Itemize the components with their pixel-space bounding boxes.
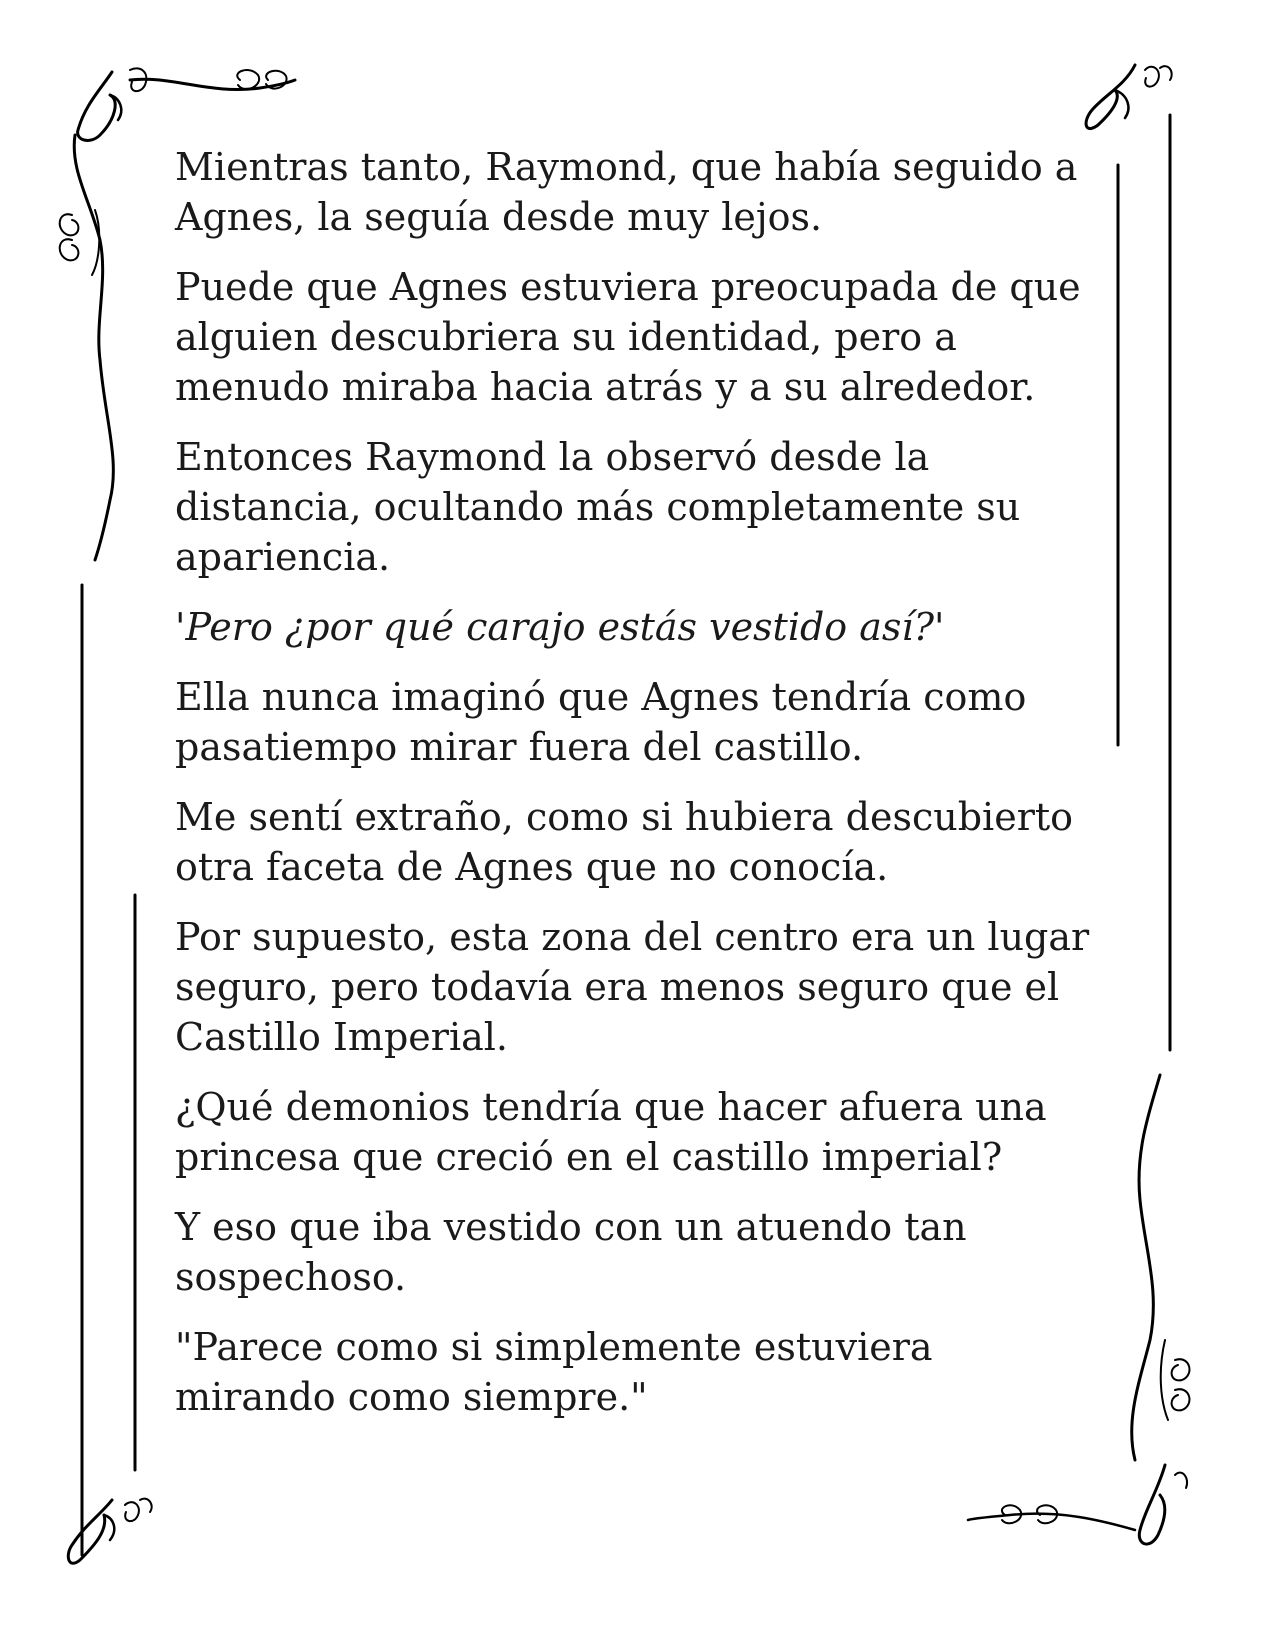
paragraph: Ella nunca imaginó que Agnes tendría como pasatiempo mirar fuera del castillo. — [175, 675, 1027, 769]
paragraph: ¿Qué demonios tendría que hacer afuera una princesa que creció en el castillo imperial? — [175, 1085, 1047, 1179]
italic-thought-paragraph: 'Pero ¿por qué carajo estás vestido así?' — [175, 605, 945, 649]
paragraph: Y eso que iba vestido con un atuendo tan sospechoso. — [175, 1205, 967, 1299]
chapter-body-text — [175, 142, 1105, 1442]
paragraph: Me sentí extraño, como si hubiera descubierto otra faceta de Agnes que no conocía. — [175, 795, 1074, 889]
dialogue-paragraph: "Parece como si simplemente estuviera mirando como siempre." — [175, 1325, 933, 1419]
paragraph: Por supuesto, esta zona del centro era un lugar seguro, pero todavía era menos seguro que el Castillo Imperial. — [175, 915, 1090, 1059]
paragraph: Entonces Raymond la observó desde la distancia, ocultando más completamente su apariencia. — [175, 435, 1021, 579]
top-right-flourish — [1086, 65, 1172, 129]
paragraph: Mientras tanto, Raymond, que había seguido a Agnes, la seguía desde muy lejos. — [175, 145, 1078, 239]
paragraph: Puede que Agnes estuviera preocupada de que alguien descubriera su identidad, pero a menudo miraba hacia atrás y a su alrededor. — [175, 265, 1081, 409]
